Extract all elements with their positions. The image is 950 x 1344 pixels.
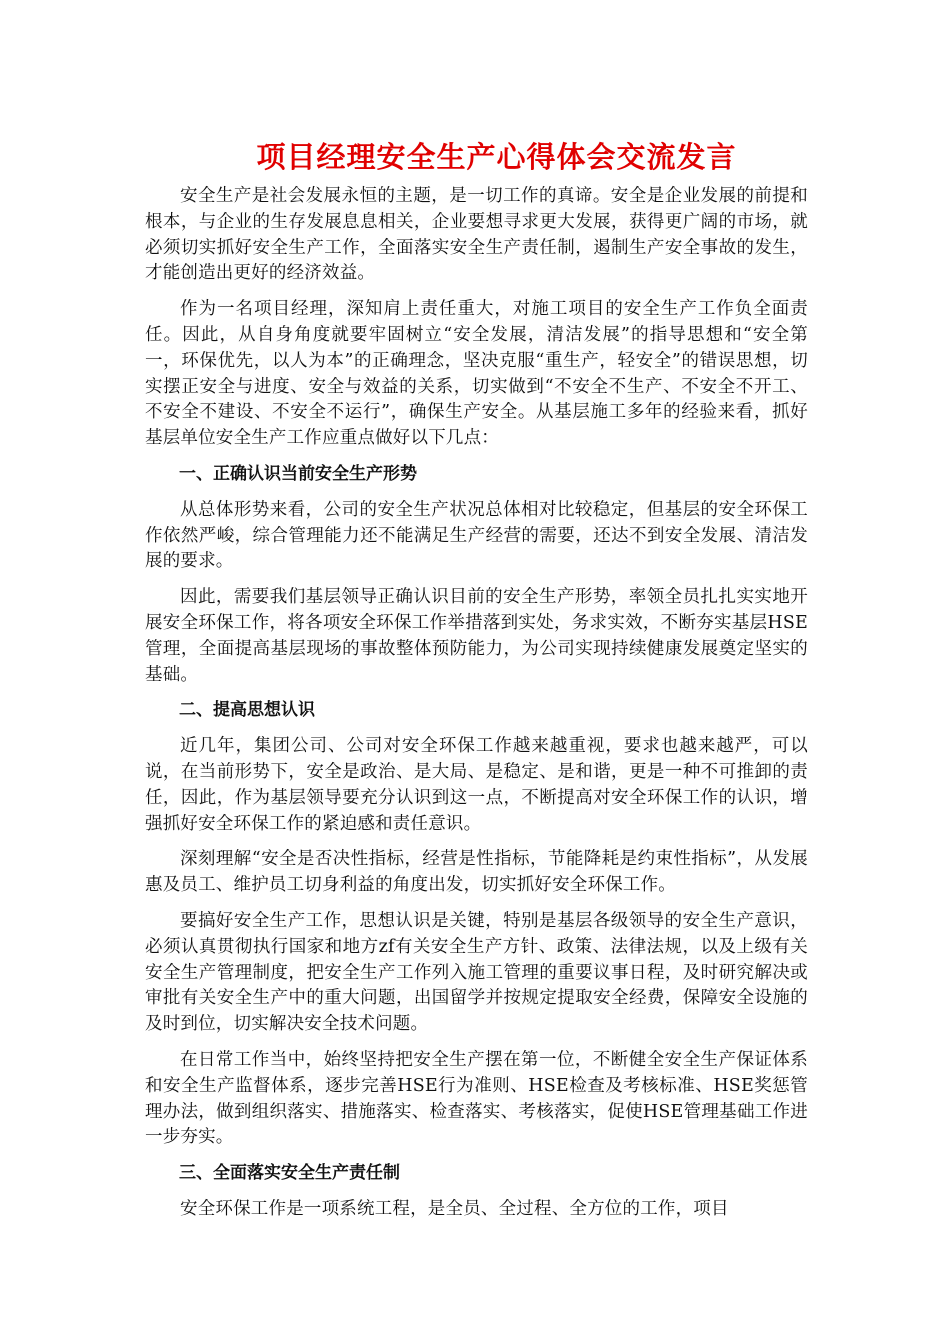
paragraph-6: 深刻理解“安全是否决性指标，经营是性指标，节能降耗是约束性指标”，从发展惠及员工、维护员工切身利益的角度出发，切实抓好安全环保工作。: [145, 849, 808, 896]
paragraph-9: 安全环保工作是一项系统工程，是全员、全过程、全方位的工作，项目: [180, 1198, 729, 1219]
section-heading-1: 一、正确认识当前安全生产形势: [179, 463, 417, 484]
paragraph-3: 从总体形势来看，公司的安全生产状况总体相对比较稳定，但基层的安全环保工作依然严峻，综合管理能力还不能满足生产经营的需要，还达不到安全发展、清洁发展的要求。: [145, 499, 808, 572]
paragraph-1: 安全生产是社会发展永恒的主题，是一切工作的真谛。安全是企业发展的前提和根本，与企业的生存发展息息相关，企业要想寻求更大发展，获得更广阔的市场，就必须切实抓好安全生产工作，全面落实安全生产责任制，遏制生产安全事故的发生，才能创造出更好的经济效益。: [145, 186, 808, 284]
section-heading-3: 三、全面落实安全生产责任制: [179, 1163, 400, 1184]
paragraph-5: 近几年，集团公司、公司对安全环保工作越来越重视，要求也越来越严，可以说，在当前形势下，安全是政治、是大局、是稳定、是和谐，更是一种不可推卸的责任，因此，作为基层领导要充分认识到这一点，不断提高对安全环保工作的认识，增强抓好安全环保工作的紧迫感和责任意识。: [145, 736, 808, 834]
document-title: 项目经理安全生产心得体会交流发言: [256, 140, 737, 174]
paragraph-7: 要搞好安全生产工作，思想认识是关键，特别是基层各级领导的安全生产意识，必须认真贯彻执行国家和地方zf有关安全生产方针、政策、法律法规，以及上级有关安全生产管理制度，把安全生产工作列入施工管理的重要议事日程，及时研究解决或审批有关安全生产中的重大问题，出国留学并按规定提取安全经费，保障安全设施的及时到位，切实解决安全技术问题。: [145, 910, 808, 1035]
section-heading-2: 二、提高思想认识: [179, 700, 315, 721]
paragraph-8: 在日常工作当中，始终坚持把安全生产摆在第一位，不断健全安全生产保证体系和安全生产监督体系，逐步完善HSE行为准则、HSE检查及考核标准、HSE奖惩管理办法，做到组织落实、措施落实、检查落实、考核落实，促使HSE管理基础工作进一步夯实。: [145, 1049, 808, 1148]
paragraph-2: 作为一名项目经理，深知肩上责任重大，对施工项目的安全生产工作负全面责任。因此，从自身角度就要牢固树立“安全发展，清洁发展”的指导思想和“安全第一，环保优先，以人为本”的正确理念，坚决克服“重生产，轻安全”的错误思想，切实摆正安全与进度、安全与效益的关系，切实做到“不安全不生产、不安全不开工、不安全不建设、不安全不运行”，确保生产安全。从基层施工多年的经验来看，抓好基层单位安全生产工作应重点做好以下几点：: [145, 299, 808, 449]
paragraph-4: 因此，需要我们基层领导正确认识目前的安全生产形势，率领全员扎扎实实地开展安全环保工作，将各项安全环保工作举措落到实处，务求实效，不断夯实基层HSE管理，全面提高基层现场的事故整体预防能力，为公司实现持续健康发展奠定坚实的基础。: [145, 587, 808, 685]
